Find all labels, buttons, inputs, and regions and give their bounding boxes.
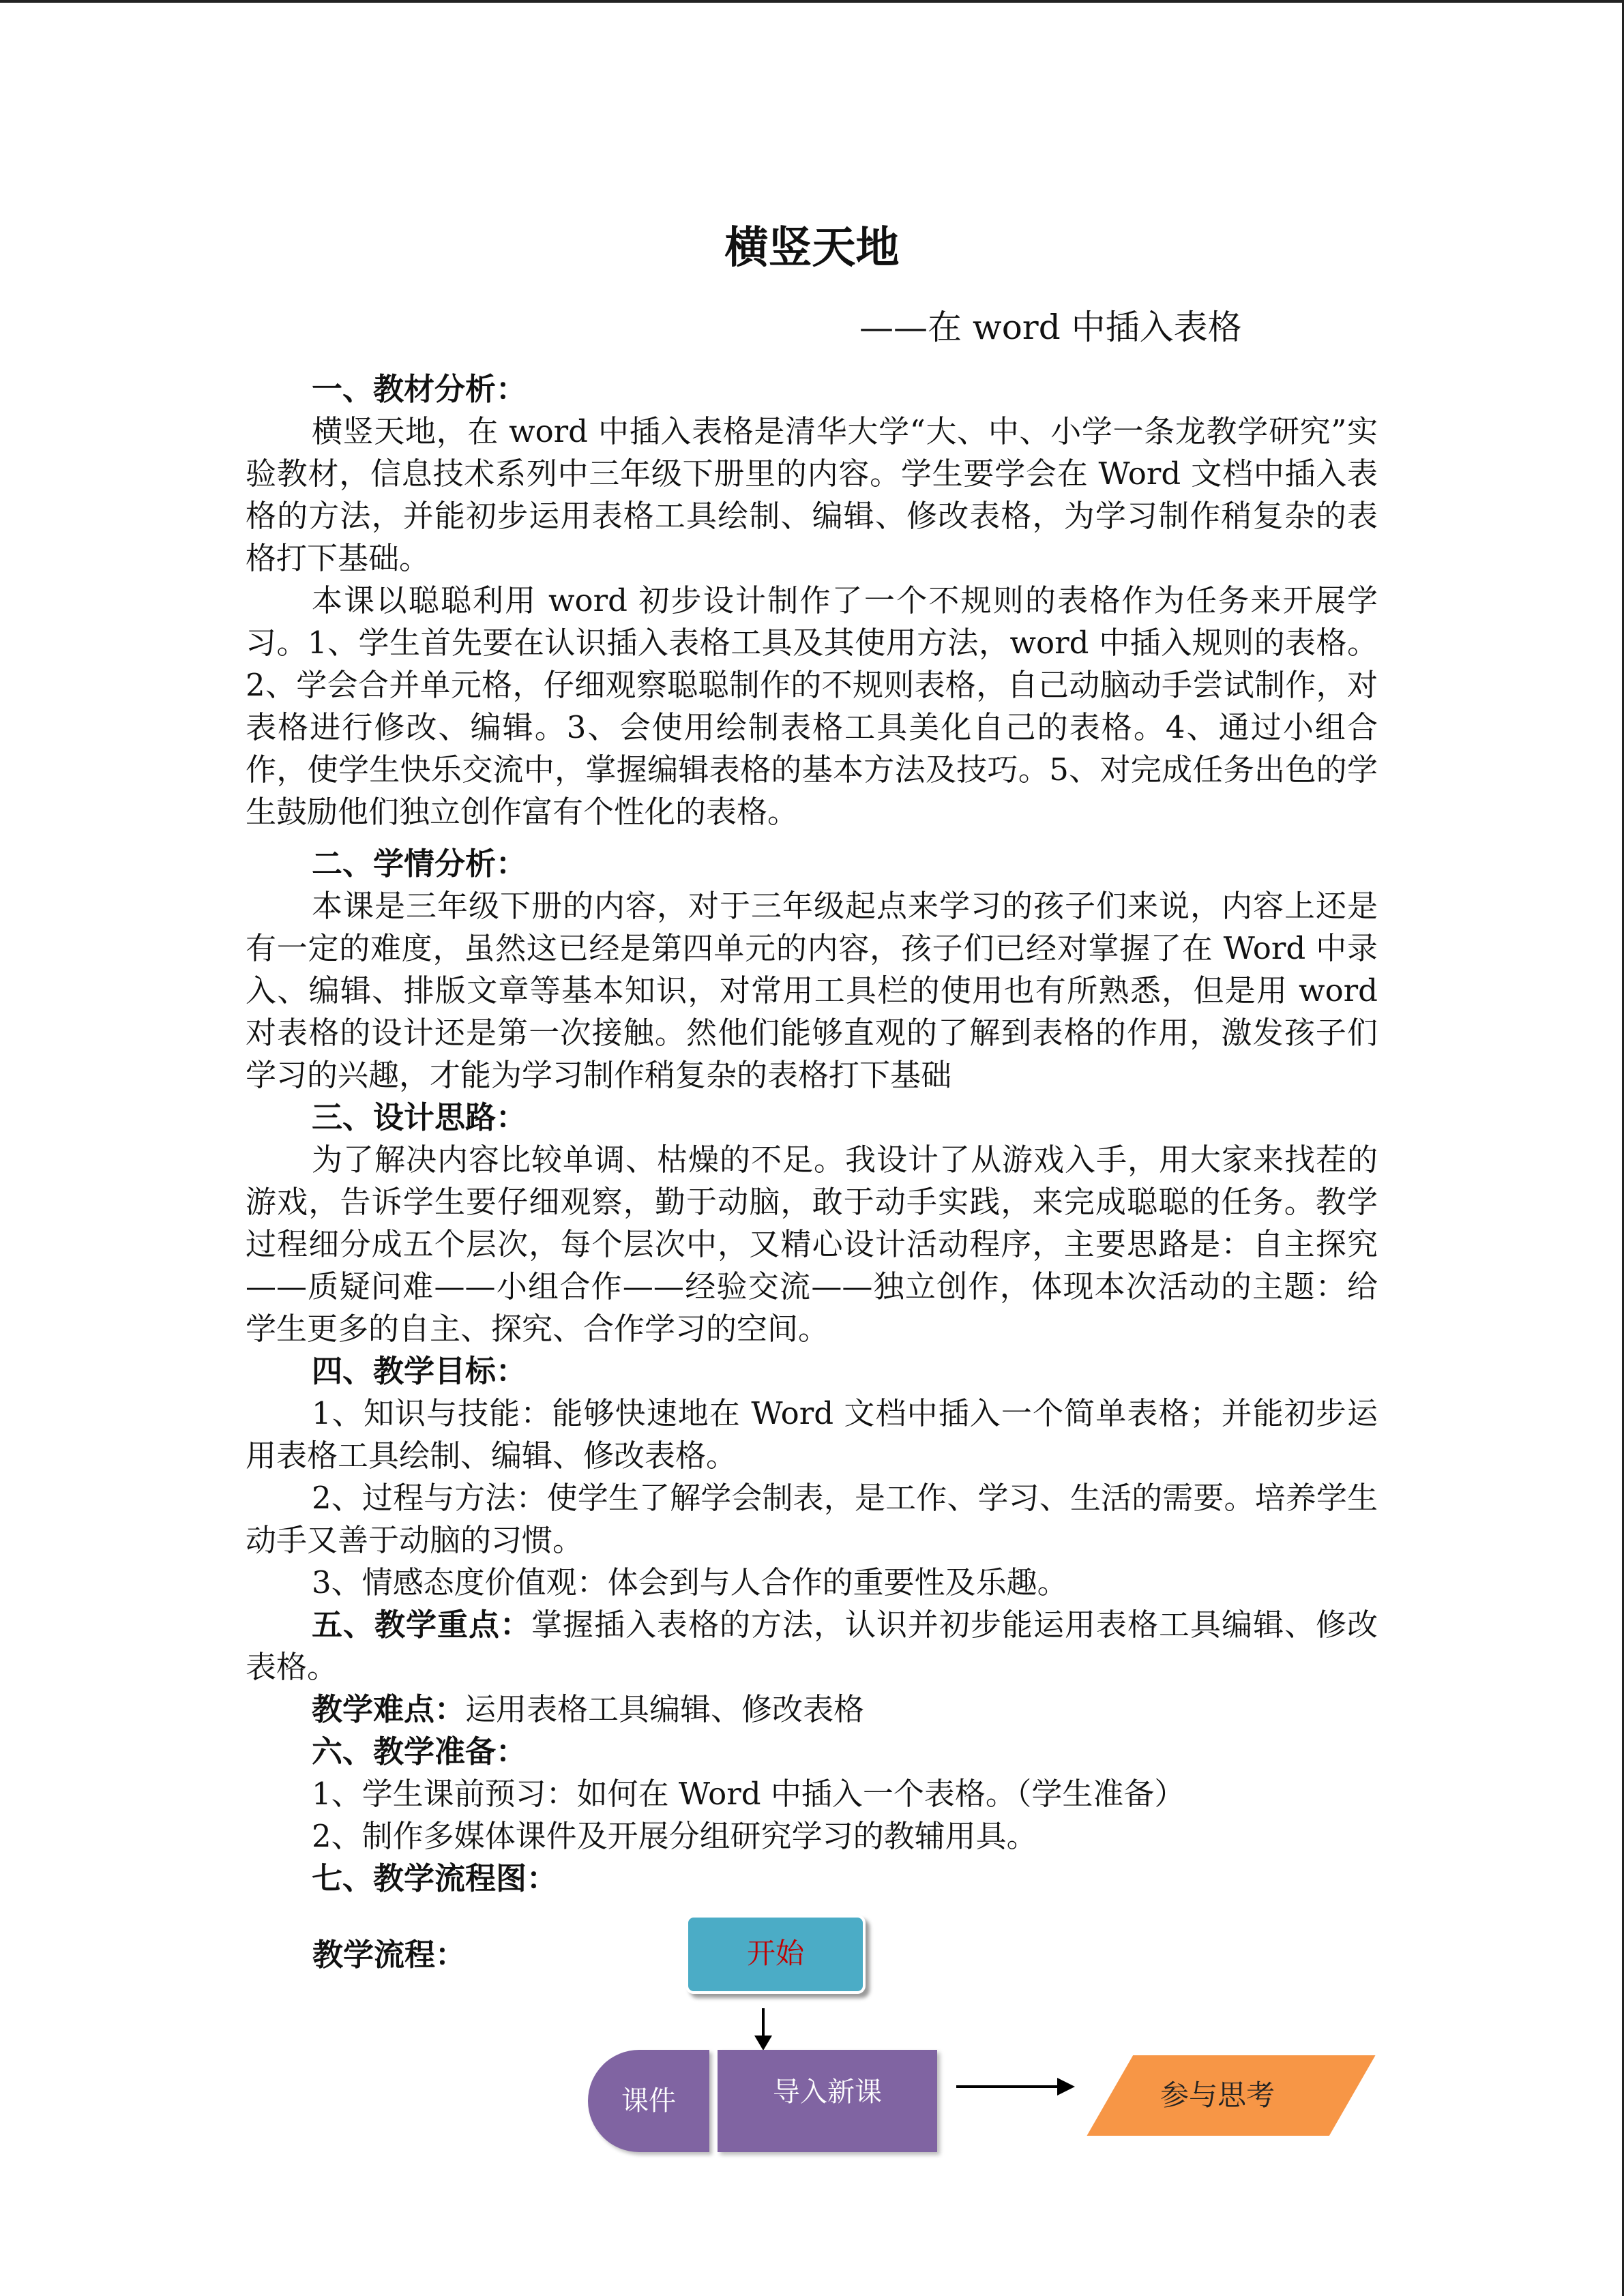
section-heading-6: 六、教学准备： [312, 1733, 527, 1770]
prep-item: 1、学生课前预习：如何在 Word 中插入一个表格。（学生准备） [312, 1776, 1185, 1812]
flow-arrow-down-head [754, 2036, 772, 2051]
flow-intro-node: 导入新课 [718, 2050, 937, 2152]
flow-start-node: 开始 [685, 1915, 866, 1994]
page-title: 横竖天地 [724, 223, 900, 273]
flow-arrow-right [956, 2085, 1059, 2088]
goal-item: 1、知识与技能：能够快速地在 Word 文档中插入一个简单表格；并能初步运用表格工具绘制、编辑、修改表格。 [246, 1395, 1378, 1474]
goal-item: 3、情感态度价值观：体会到与人合作的重要性及乐趣。 [312, 1564, 1068, 1600]
key-points [246, 1604, 1378, 1688]
goal-item: 2、过程与方法：使学生了解学会制表，是工作、学习、生活的需要。培养学生动手又善于动脑的习惯。 [246, 1480, 1378, 1558]
difficulty-text: 运用表格工具编辑、修改表格 [465, 1691, 865, 1727]
section-heading-5: 五、教学重点： [312, 1607, 531, 1643]
key-points-text: 掌握插入表格的方法，认识并初步能运用表格工具编辑、修改表格。 [246, 1607, 1378, 1685]
section-heading-1: 一、教材分析： [312, 371, 527, 407]
flow-think-node-label: 参与思考 [1160, 2078, 1275, 2112]
section-heading-4: 四、教学目标： [312, 1353, 527, 1389]
difficulty [246, 1688, 1378, 1731]
section-heading-2: 二、学情分析： [312, 846, 527, 882]
section-heading-3: 三、设计思路： [312, 1099, 527, 1135]
page-top-border [0, 0, 1623, 3]
page-subtitle: ——在 word 中插入表格 [859, 308, 1242, 347]
paragraph: 为了解决内容比较单调、枯燥的不足。我设计了从游戏入手，用大家来找茬的游戏，告诉学生要仔细观察，勤于动脑，敢于动手实践，来完成聪聪的任务。教学过程细分成五个层次，每个层次中，又精心设计活动程序，主要思路是：自主探究——质疑问难——小组合作——经验交流——独立创作，体现本次活动的主题：给学生更多的自主、探究、合作学习的空间。 [246, 1142, 1378, 1347]
section-heading-7: 七、教学流程图： [312, 1860, 558, 1896]
flow-arrow-down [762, 2008, 765, 2037]
difficulty-heading: 教学难点： [312, 1691, 466, 1727]
paragraph: 本课是三年级下册的内容，对于三年级起点来学习的孩子们来说，内容上还是有一定的难度，虽然这已经是第四单元的内容，孩子们已经对掌握了在 Word 中录入、编辑、排版文章等基本知识，对常用工具栏的使用也有所熟悉，但是用 word 对表格的设计还是第一次接触。然他们能够直观的了解到表格的作用，激发孩子们学习的兴趣，才能为学习制作稍复杂的表格打下基础 [246, 888, 1378, 1093]
prep-item: 2、制作多媒体课件及开展分组研究学习的教辅用具。 [312, 1818, 1037, 1854]
flow-arrow-right-head [1057, 2078, 1075, 2096]
flow-label: 教学流程： [312, 1937, 467, 1973]
paragraph: 本课以聪聪利用 word 初步设计制作了一个不规则的表格作为任务来开展学习。1、学生首先要在认识插入表格工具及其使用方法，word 中插入规则的表格。2、学会合并单元格，仔细观察聪聪制作的不规则表格，自己动脑动手尝试制作，对表格进行修改、编辑。3、会使用绘制表格工具美化自己的表格。4、通过小组合作，使学生快乐交流中，掌握编辑表格的基本方法及技巧。5、对完成任务出色的学生鼓励他们独立创作富有个性化的表格。 [246, 582, 1378, 830]
document-body [246, 368, 1378, 1900]
flow-courseware-node: 课件 [588, 2050, 709, 2152]
paragraph: 横竖天地，在 word 中插入表格是清华大学“大、中、小学一条龙教学研究”实验教材，信息技术系列中三年级下册里的内容。学生要学会在 Word 文档中插入表格的方法，并能初步运用表格工具绘制、编辑、修改表格，为学习制作稍复杂的表格打下基础。 [246, 413, 1378, 576]
